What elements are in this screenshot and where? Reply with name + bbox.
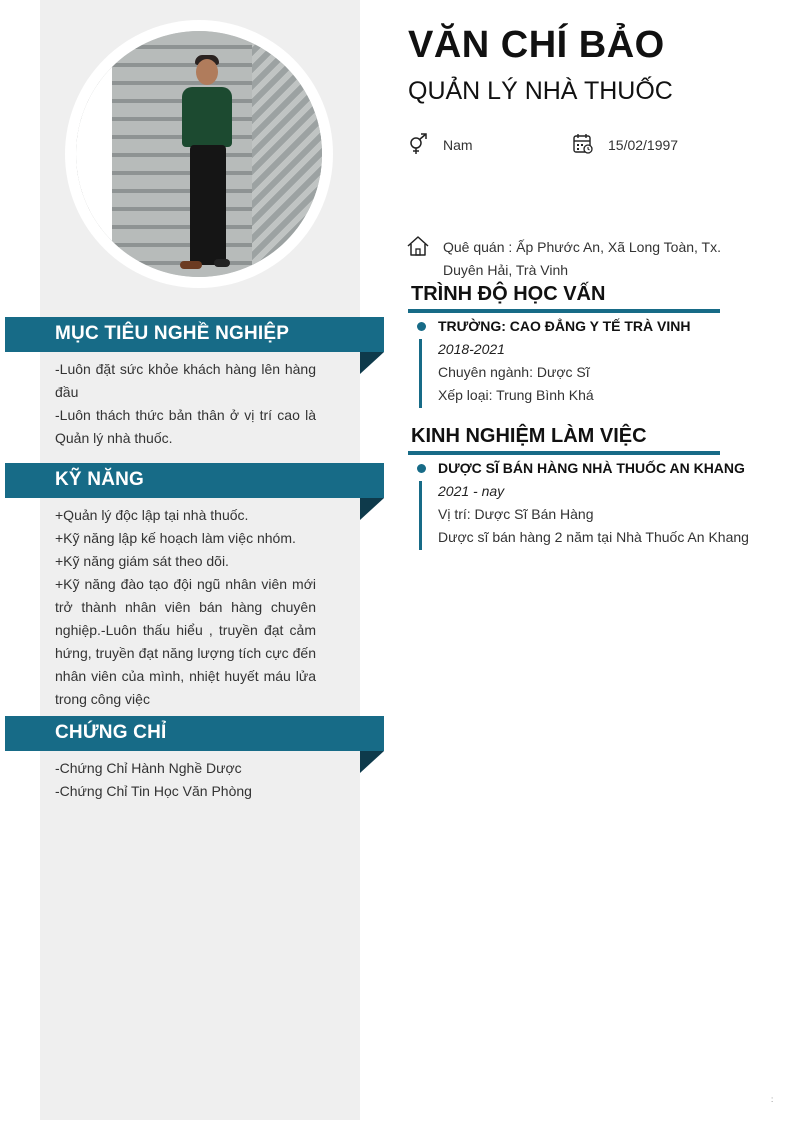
education-rank: Xếp loại: Trung Bình Khá <box>438 387 594 403</box>
company-name: DƯỢC SĨ BÁN HÀNG NHÀ THUỐC AN KHANG <box>438 460 745 476</box>
experience-period: 2021 - nay <box>438 483 505 499</box>
skill-line: +Quản lý độc lập tại nhà thuốc. <box>55 507 249 523</box>
experience-description: Dược sĩ bán hàng 2 năm tại Nhà Thuốc An Khang <box>438 529 749 545</box>
timeline-line <box>419 481 422 550</box>
objective-fold <box>360 352 384 374</box>
objective-line: -Luôn đặt sức khỏe khách hàng lên hàng đầu <box>55 361 316 400</box>
certificates-fold <box>360 751 384 773</box>
gender-value: Nam <box>443 137 473 153</box>
timeline-dot <box>417 322 426 331</box>
candidate-name: VĂN CHÍ BẢO <box>408 24 665 66</box>
certificates-title: CHỨNG CHỈ <box>55 722 167 743</box>
gender-icon <box>407 133 429 155</box>
experience-title: KINH NGHIỆM LÀM VIỆC <box>411 425 647 447</box>
experience-rule <box>408 451 720 455</box>
calendar-icon <box>572 133 594 155</box>
experience-entry <box>438 457 749 549</box>
home-icon <box>407 235 429 257</box>
skills-title: KỸ NĂNG <box>55 469 145 490</box>
skill-line: +Kỹ năng đào tạo đội ngũ nhân viên mới trở thành nhân viên bán hàng chuyên nghiệp.-Luôn thấu hiểu , truyền đạt cảm hứng, truyền đạt năng lượng tích cực đến nhân viên của mình, nhiệt huyết máu lửa trong công việc <box>55 576 316 707</box>
education-entry <box>438 315 691 407</box>
objective-title: MỤC TIÊU NGHỀ NGHIỆP <box>55 323 290 344</box>
skills-fold <box>360 498 384 520</box>
education-rule <box>408 309 720 313</box>
certificate-line: -Chứng Chỉ Hành Nghề Dược <box>55 760 242 776</box>
birthdate-value: 15/02/1997 <box>608 137 679 153</box>
experience-position: Vị trí: Dược Sĩ Bán Hàng <box>438 506 594 522</box>
skills-header <box>5 463 384 498</box>
job-title: QUẢN LÝ NHÀ THUỐC <box>408 77 673 105</box>
timeline-line <box>419 339 422 408</box>
education-title: TRÌNH ĐỘ HỌC VẤN <box>411 283 606 305</box>
education-period: 2018-2021 <box>438 341 505 357</box>
timeline-dot <box>417 464 426 473</box>
certificates-text <box>55 757 316 803</box>
objective-line: -Luôn thách thức bản thân ở vị trí cao là Quản lý nhà thuốc. <box>55 407 316 446</box>
skill-line: +Kỹ năng lập kế hoạch làm việc nhóm. <box>55 530 296 546</box>
certificate-line: -Chứng Chỉ Tin Học Văn Phòng <box>55 783 252 799</box>
education-major: Chuyên ngành: Dược Sĩ <box>438 364 590 380</box>
skill-line: +Kỹ năng giám sát theo dõi. <box>55 553 229 569</box>
objective-text <box>55 358 316 450</box>
certificates-header <box>5 716 384 751</box>
school-name: TRƯỜNG: CAO ĐẲNG Y TẾ TRÀ VINH <box>438 318 691 334</box>
avatar <box>76 31 322 277</box>
footer-mark: : <box>771 1095 774 1104</box>
hometown-value: Quê quán : Ấp Phước An, Xã Long Toàn, Tx. Duyên Hải, Trà Vinh <box>443 239 721 278</box>
objective-header <box>5 317 384 352</box>
skills-text <box>55 504 316 711</box>
